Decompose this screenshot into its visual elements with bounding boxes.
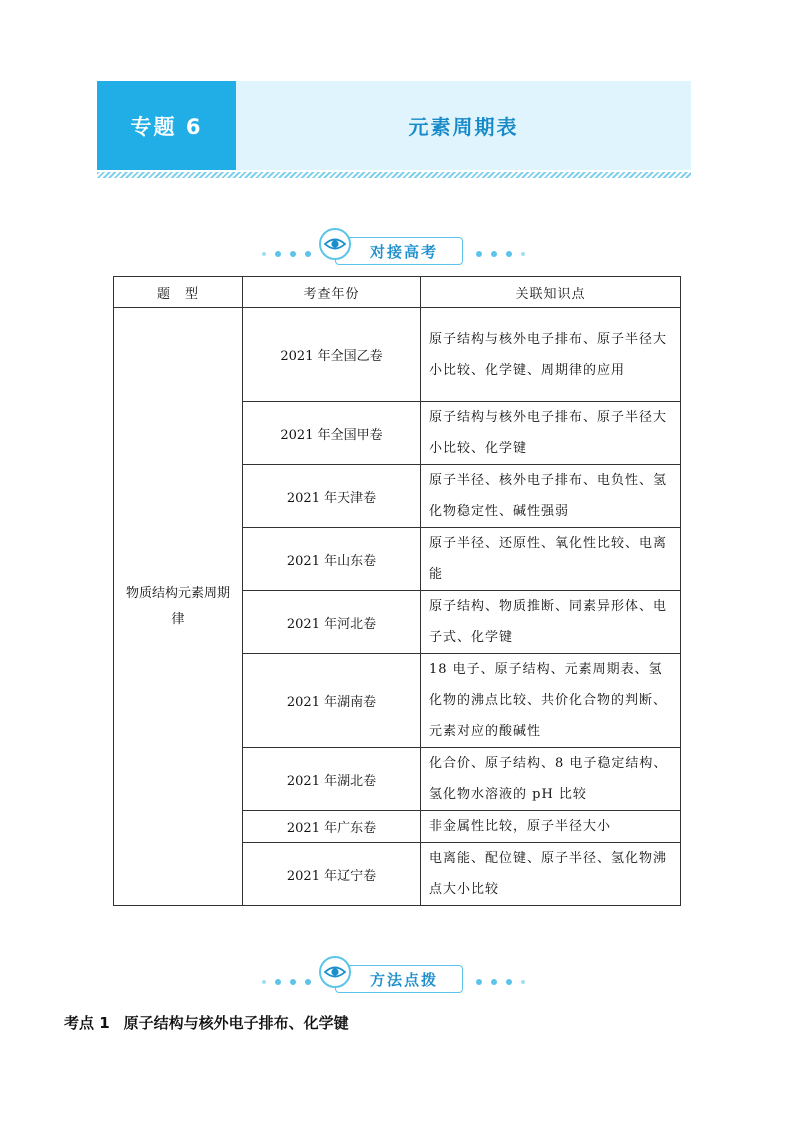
year-cell: 2021 年河北卷 <box>243 591 421 654</box>
knowledge-cell: 原子半径、核外电子排布、电负性、氢化物稳定性、碱性强弱 <box>421 465 681 528</box>
right-dots-decoration <box>476 251 525 257</box>
exam-knowledge-table <box>113 276 681 906</box>
header-knowledge: 关联知识点 <box>421 277 681 308</box>
section-title-exam-link: 对接高考 <box>369 242 438 261</box>
knowledge-cell: 原子结构与核外电子排布、原子半径大小比较、化学键 <box>421 402 681 465</box>
left-dots-decoration <box>262 251 311 257</box>
left-dots-decoration <box>262 979 311 985</box>
knowledge-cell: 化合价、原子结构、8 电子稳定结构、氢化物水溶液的 pH 比较 <box>421 748 681 811</box>
topic-label: 专题 6 <box>130 114 203 139</box>
section-badge-pill <box>335 237 463 265</box>
section-badge-method-tips <box>0 948 794 998</box>
year-cell: 2021 年湖北卷 <box>243 748 421 811</box>
topic-banner <box>97 81 691 170</box>
topic-title-box <box>236 81 691 170</box>
right-dots-decoration <box>476 979 525 985</box>
banner-stripe-divider <box>97 172 691 178</box>
eye-icon <box>318 955 352 989</box>
year-cell: 2021 年山东卷 <box>243 528 421 591</box>
year-cell: 2021 年辽宁卷 <box>243 843 421 906</box>
section-badge-exam-link <box>0 220 794 270</box>
knowledge-cell: 原子半径、还原性、氧化性比较、电离能 <box>421 528 681 591</box>
topic-title: 元素周期表 <box>408 115 519 139</box>
year-cell: 2021 年全国乙卷 <box>243 308 421 402</box>
point-heading <box>64 1012 349 1033</box>
section-title-method-tips: 方法点拨 <box>369 970 438 989</box>
point-label: 考点 1 <box>64 1014 110 1032</box>
knowledge-cell: 原子结构、物质推断、同素异形体、电子式、化学键 <box>421 591 681 654</box>
year-cell: 2021 年全国甲卷 <box>243 402 421 465</box>
year-cell: 2021 年天津卷 <box>243 465 421 528</box>
table-header-row <box>114 277 681 308</box>
header-type: 题 型 <box>114 277 243 308</box>
topic-label-box <box>97 81 236 170</box>
category-cell: 物质结构元素周期律 <box>114 308 243 906</box>
year-cell: 2021 年湖南卷 <box>243 654 421 748</box>
table-row <box>114 308 681 402</box>
header-year: 考查年份 <box>243 277 421 308</box>
year-cell: 2021 年广东卷 <box>243 811 421 843</box>
knowledge-cell: 电离能、配位键、原子半径、氢化物沸点大小比较 <box>421 843 681 906</box>
section-badge-pill <box>335 965 463 993</box>
knowledge-cell: 18 电子、原子结构、元素周期表、氢化物的沸点比较、共价化合物的判断、元素对应的酸碱性 <box>421 654 681 748</box>
knowledge-cell: 非金属性比较，原子半径大小 <box>421 811 681 843</box>
eye-icon <box>318 227 352 261</box>
knowledge-cell: 原子结构与核外电子排布、原子半径大小比较、化学键、周期律的应用 <box>421 308 681 402</box>
point-title: 原子结构与核外电子排布、化学键 <box>123 1014 349 1032</box>
